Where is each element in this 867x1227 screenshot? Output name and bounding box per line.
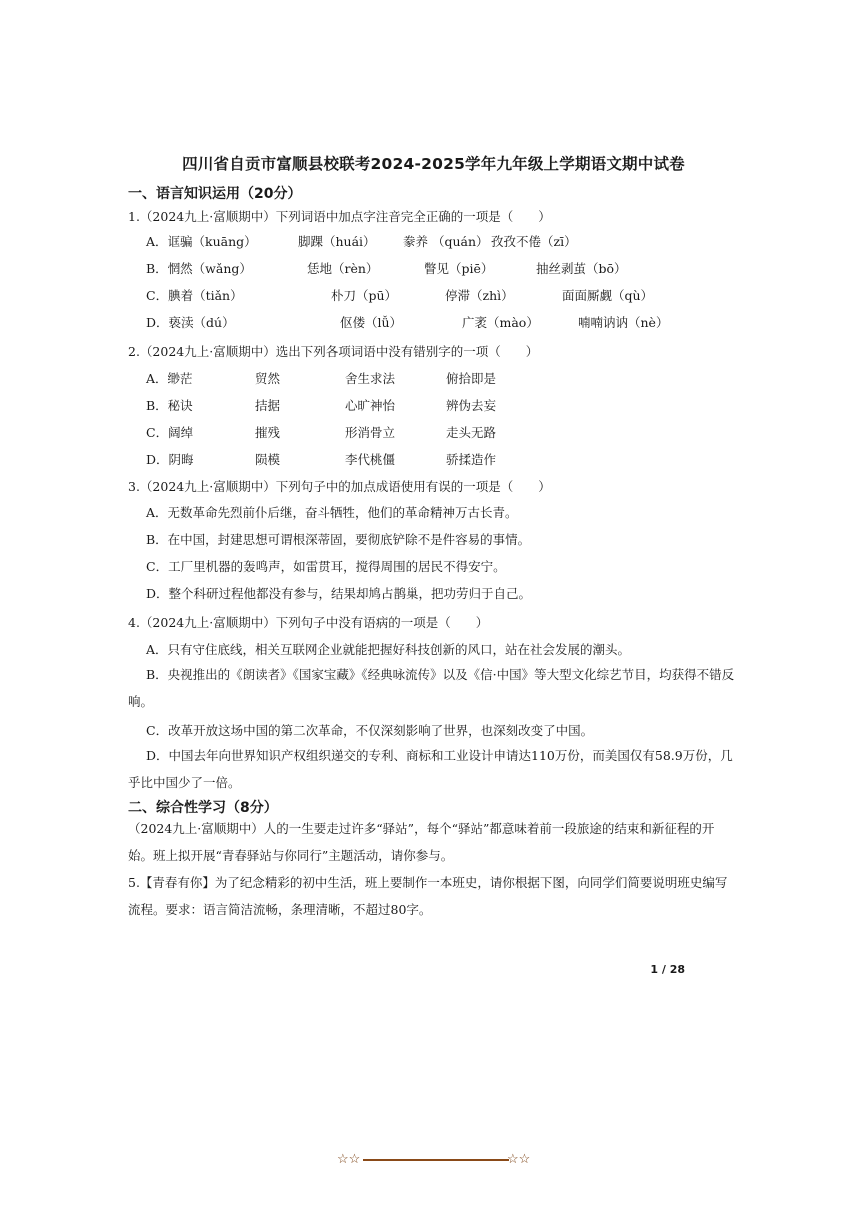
q2-b-1: B．秘诀 bbox=[146, 398, 193, 413]
q2-c-2: 摧残 bbox=[255, 425, 281, 440]
star-icon: ☆☆ bbox=[337, 1152, 361, 1167]
q3-option-c: C．工厂里机器的轰鸣声，如雷贯耳，搅得周围的居民不得安宁。 bbox=[146, 559, 506, 574]
q1-b-2: 恁地（rèn） bbox=[307, 261, 379, 276]
q1-c-2: 朴刀（pū） bbox=[331, 288, 398, 303]
q2-d-4: 骄揉造作 bbox=[446, 452, 497, 467]
footer-ornament bbox=[337, 1150, 533, 1170]
q1-b-1: B．惘然（wǎng） bbox=[146, 261, 252, 276]
q2-a-4: 俯拾即是 bbox=[446, 371, 497, 386]
q2-c-1: C．阔绰 bbox=[146, 425, 194, 440]
q2-d-3: 李代桃僵 bbox=[345, 452, 396, 467]
q2-d-1: D．阴晦 bbox=[146, 452, 194, 467]
question-3-stem: 3.（2024九上·富顺期中）下列句子中的加点成语使用有误的一项是（ ） bbox=[128, 479, 551, 494]
section-heading-1: 一、语言知识运用（20分） bbox=[128, 186, 302, 202]
q2-a-2: 贸然 bbox=[255, 371, 281, 386]
q1-a-2: 脚踝（huái） bbox=[298, 234, 376, 249]
q3-option-d: D．整个科研过程他都没有参与，结果却鸠占鹊巢，把功劳归于自己。 bbox=[146, 586, 532, 601]
q2-b-2: 拮据 bbox=[255, 398, 281, 413]
q2-d-2: 陨模 bbox=[255, 452, 281, 467]
question-1-stem: 1.（2024九上·富顺期中）下列词语中加点字注音完全正确的一项是（ ） bbox=[128, 209, 551, 224]
star-icon: ☆☆ bbox=[507, 1152, 531, 1167]
q1-a-1: A．诓骗（kuāng） bbox=[146, 234, 257, 249]
q2-a-1: A．缈茫 bbox=[146, 371, 193, 386]
question-4-stem: 4.（2024九上·富顺期中）下列句子中没有语病的一项是（ ） bbox=[128, 615, 489, 630]
q1-a-4: 孜孜不倦（zī） bbox=[491, 234, 577, 249]
q1-d-2: 伛偻（lǚ） bbox=[340, 315, 403, 330]
q1-d-4: 喃喃讷讷（nè） bbox=[578, 315, 669, 330]
q1-c-1: C．腆着（tiǎn） bbox=[146, 288, 243, 303]
q4-option-a: A．只有守住底线，相关互联网企业就能把握好科技创新的风口，站在社会发展的潮头。 bbox=[146, 642, 631, 657]
q2-b-3: 心旷神怡 bbox=[345, 398, 396, 413]
q2-a-3: 舍生求法 bbox=[345, 371, 396, 386]
q4-option-b: B．央视推出的《朗读者》《国家宝藏》《经典咏流传》以及《信·中国》等大型文化综艺节目，均获得不错反响。 bbox=[128, 667, 735, 709]
q1-b-3: 瞥见（piē） bbox=[424, 261, 494, 276]
q3-option-a: A．无数革命先烈前仆后继，奋斗牺牲，他们的革命精神万古长青。 bbox=[146, 505, 518, 520]
footer-rule bbox=[363, 1159, 509, 1161]
q4-option-c: C．改革开放这场中国的第二次革命，不仅深刻影响了世界，也深刻改变了中国。 bbox=[146, 723, 594, 738]
q4-option-d: D．中国去年向世界知识产权组织递交的专利、商标和工业设计申请达110万份，而美国仅有58.9万份，几乎比中国少了一倍。 bbox=[128, 748, 733, 790]
q1-d-3: 广袤（mào） bbox=[462, 315, 539, 330]
q1-a-3: 豢养 （quán） bbox=[403, 234, 489, 249]
page-title: 四川省自贡市富顺县校联考2024-2025学年九年级上学期语文期中试卷 bbox=[182, 155, 685, 173]
question-2-stem: 2.（2024九上·富顺期中）选出下列各项词语中没有错别字的一项（ ） bbox=[128, 344, 539, 359]
page-number: 1 / 28 bbox=[650, 963, 685, 976]
section-heading-2: 二、综合性学习（8分） bbox=[128, 800, 278, 816]
q3-option-b: B．在中国，封建思想可谓根深蒂固，要彻底铲除不是件容易的事情。 bbox=[146, 532, 531, 547]
part2-intro: （2024九上·富顺期中）人的一生要走过许多“驿站”，每个“驿站”都意味着前一段旅途的结束和新征程的开始。班上拟开展“青春驿站与你同行”主题活动，请你参与。 bbox=[128, 821, 715, 863]
q1-d-1: D．亵渎（dú） bbox=[146, 315, 235, 330]
question-5: 5.【青春有你】为了纪念精彩的初中生活，班上要制作一本班史，请你根据下图，向同学们简要说明班史编写流程。要求：语言简洁流畅，条理清晰，不超过80字。 bbox=[128, 875, 728, 917]
q1-c-3: 停滞（zhì） bbox=[445, 288, 514, 303]
q2-b-4: 辨伪去妄 bbox=[446, 398, 497, 413]
q1-c-4: 面面厮觑（qù） bbox=[562, 288, 654, 303]
q2-c-4: 走头无路 bbox=[446, 425, 497, 440]
q2-c-3: 形消骨立 bbox=[345, 425, 396, 440]
q1-b-4: 抽丝剥茧（bō） bbox=[536, 261, 627, 276]
